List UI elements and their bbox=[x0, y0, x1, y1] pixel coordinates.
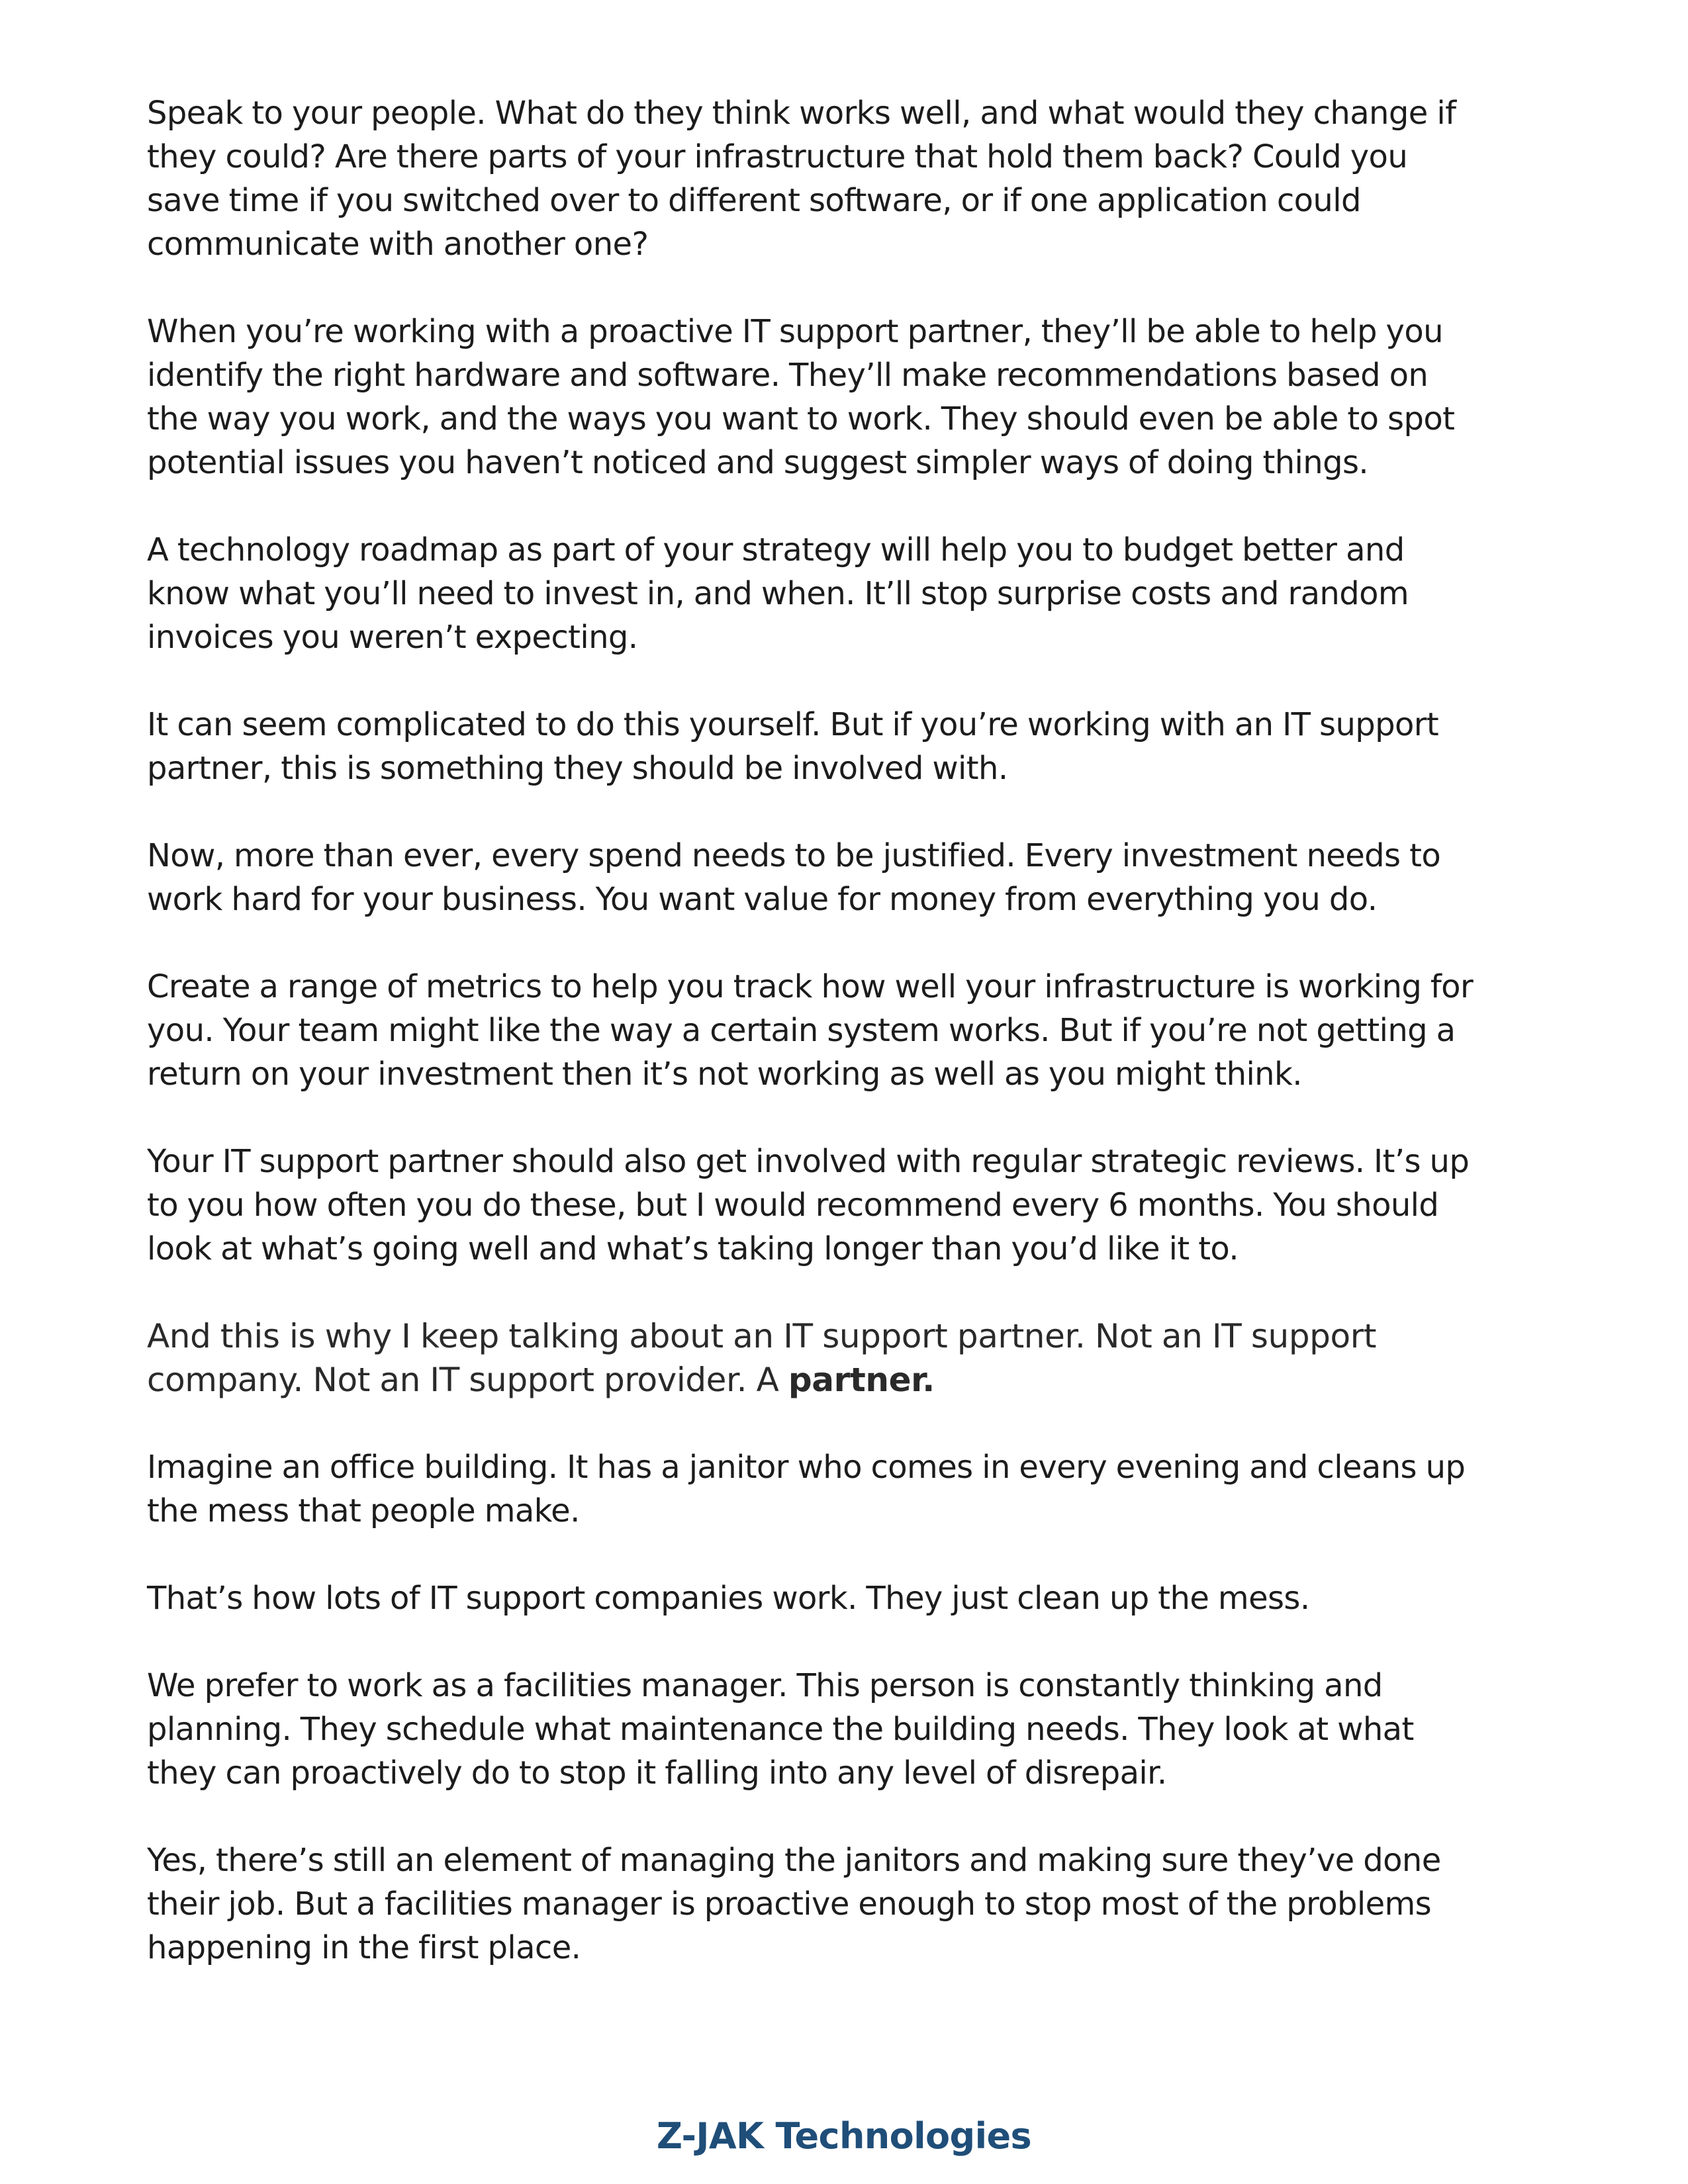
paragraph-strategic-reviews: Your IT support partner should also get involved with regular strategic reviews. It’s up to you how often you do these, but I would recommend every 6 months. You should look at what’s going well and what’s taking longer than you’d like it to. bbox=[147, 1143, 1470, 1267]
paragraph-clean-up-mess: That’s how lots of IT support companies work. They just clean up the mess. bbox=[147, 1580, 1310, 1617]
paragraph-spend-justified: Now, more than ever, every spend needs to be justified. Every investment needs to work hard for your business. You want value for money from everything you do. bbox=[147, 837, 1441, 918]
partner-bold-word: partner. bbox=[788, 1361, 935, 1399]
paragraph-complicated: It can seem complicated to do this yourself. But if you’re working with an IT support partner, this is something they should be involved with. bbox=[147, 706, 1439, 787]
paragraph-technology-roadmap: A technology roadmap as part of your strategy will help you to budget better and know what you’ll need to invest in, and when. It’ll stop surprise costs and random invoices you weren’t expecting. bbox=[147, 531, 1409, 656]
paragraph-facilities-manager: We prefer to work as a facilities manager. This person is constantly thinking and planning. They schedule what maintenance the building needs. They look at what they can proactively do to stop it falling into any level of disrepair. bbox=[147, 1667, 1414, 1792]
partner-emphasis-text: And this is why I keep talking about an IT support partner. Not an IT support company. Not an IT support provider. A bbox=[147, 1317, 1377, 1399]
paragraph-metrics: Create a range of metrics to help you track how well your infrastructure is working for you. Your team might like the way a certain system works. But if you’re not getting a return on your investment then it’s not working as well as you might think. bbox=[147, 968, 1474, 1093]
paragraph-speak-to-people: Speak to your people. What do they think works well, and what would they change if they could? Are there parts of your infrastructure that hold them back? Could you save time if you switched over to different software, or if one application could communicate with another one? bbox=[147, 95, 1456, 263]
paragraph-partner-emphasis bbox=[147, 1314, 1477, 1402]
paragraph-proactive-partner: When you’re working with a proactive IT support partner, they’ll be able to help you identify the right hardware and software. They’ll make recommendations based on the way you work, and the ways you want to work. They should even be able to spot potential issues you haven’t noticed and suggest simpler ways of doing things. bbox=[147, 313, 1455, 481]
body-text bbox=[147, 91, 1477, 2013]
footer-company-name: Z-JAK Technologies bbox=[656, 2115, 1032, 2157]
paragraph-managing-janitors: Yes, there’s still an element of managing the janitors and making sure they’ve done their job. But a facilities manager is proactive enough to stop most of the problems happening in the first place. bbox=[147, 1842, 1441, 1966]
paragraph-janitor: Imagine an office building. It has a janitor who comes in every evening and cleans up the mess that people make. bbox=[147, 1449, 1466, 1529]
